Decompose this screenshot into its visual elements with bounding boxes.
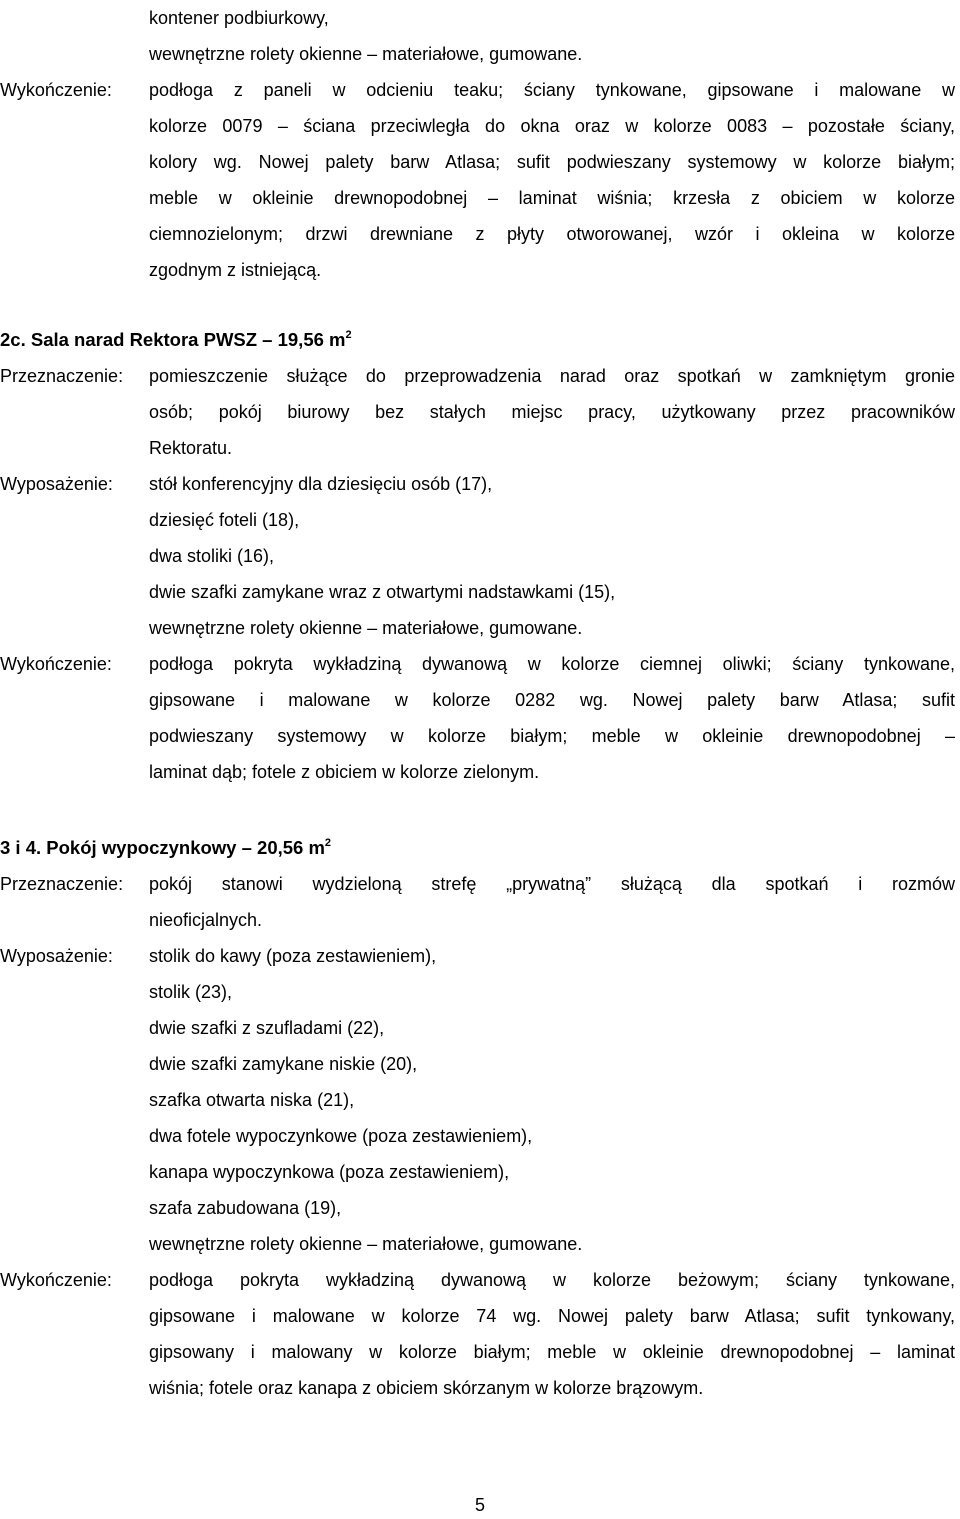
finish-line: zgodnym z istniejącą. — [149, 260, 322, 280]
finish-line: podłoga pokryta wykładziną dywanową w kolorze beżowym; ściany tynkowane, — [149, 1270, 955, 1290]
section-heading-superscript: 2 — [345, 328, 352, 341]
section-2c — [0, 322, 956, 790]
finish-line: ciemnozielonym; drzwi drewniane z płyty otworowanej, wzór i okleina w kolorze — [149, 224, 955, 244]
finish-line: gipsowany i malowany w kolorze białym; meble w okleinie drewnopodobnej – laminat — [149, 1342, 955, 1362]
equipment-item: szafa zabudowana (19), — [149, 1198, 342, 1218]
finish-row — [0, 1262, 956, 1406]
equipment-item: kontener podbiurkowy, — [149, 8, 329, 28]
purpose-line: pokój stanowi wydzieloną strefę „prywatną” służącą dla spotkań i rozmów — [149, 874, 955, 894]
section-heading — [0, 830, 956, 866]
equipment-item: szafka otwarta niska (21), — [149, 1090, 355, 1110]
purpose-line: nieoficjalnych. — [149, 910, 263, 930]
equipment-item: dziesięć foteli (18), — [149, 510, 300, 530]
equipment-item: wewnętrzne rolety okienne – materiałowe, gumowane. — [149, 1234, 583, 1254]
purpose-text — [149, 866, 955, 938]
finish-label: Wykończenie: — [0, 654, 112, 674]
equipment-item: dwie szafki zamykane wraz z otwartymi nadstawkami (15), — [149, 582, 616, 602]
section-heading-superscript: 2 — [324, 836, 332, 849]
equipment-item: wewnętrzne rolety okienne – materiałowe, gumowane. — [149, 44, 583, 64]
equipment-item: dwa fotele wypoczynkowe (poza zestawieniem), — [149, 1126, 533, 1146]
finish-row — [0, 72, 956, 288]
finish-line: kolory wg. Nowej palety barw Atlasa; sufit podwieszany systemowy w kolorze białym; — [149, 152, 955, 172]
equipment-list — [149, 466, 955, 646]
purpose-line: osób; pokój biurowy bez stałych miejsc pracy, użytkowany przez pracowników — [149, 402, 955, 422]
equipment-item: dwa stoliki (16), — [149, 546, 275, 566]
finish-line: gipsowane i malowane w kolorze 0282 wg. Nowej palety barw Atlasa; sufit — [149, 690, 955, 710]
finish-label: Wykończenie: — [0, 80, 112, 100]
equipment-row — [0, 938, 956, 1262]
finish-label: Wykończenie: — [0, 1270, 112, 1290]
purpose-row — [0, 358, 956, 466]
equipment-row — [0, 466, 956, 646]
finish-line: gipsowane i malowane w kolorze 74 wg. Nowej palety barw Atlasa; sufit tynkowany, — [149, 1306, 955, 1326]
section-3-4 — [0, 830, 956, 1406]
section-heading — [0, 322, 956, 358]
finish-line: laminat dąb; fotele z obiciem w kolorze zielonym. — [149, 762, 540, 782]
finish-text — [149, 646, 955, 790]
purpose-line: pomieszczenie służące do przeprowadzenia narad oraz spotkań w zamkniętym gronie — [149, 366, 955, 386]
finish-line: podłoga z paneli w odcieniu teaku; ściany tynkowane, gipsowane i malowane w — [149, 80, 955, 100]
equipment-item: dwie szafki z szufladami (22), — [149, 1018, 385, 1038]
equipment-list — [149, 938, 955, 1262]
purpose-line: Rektoratu. — [149, 438, 233, 458]
section-heading-text: 3 i 4. Pokój wypoczynkowy – 20,56 m — [0, 837, 325, 858]
finish-line: podłoga pokryta wykładziną dywanową w kolorze ciemnej oliwki; ściany tynkowane, — [149, 654, 955, 674]
equipment-item: stół konferencyjny dla dziesięciu osób (17), — [149, 474, 493, 494]
purpose-label: Przeznaczenie: — [0, 874, 124, 894]
equipment-item: wewnętrzne rolety okienne – materiałowe, gumowane. — [149, 618, 583, 638]
finish-line: wiśnia; fotele oraz kanapa z obiciem skórzanym w kolorze brązowym. — [149, 1378, 704, 1398]
finish-line: meble w okleinie drewnopodobnej – laminat wiśnia; krzesła z obiciem w kolorze — [149, 188, 955, 208]
section-continued — [0, 0, 956, 288]
finish-line: kolorze 0079 – ściana przeciwległa do okna oraz w kolorze 0083 – pozostałe ściany, — [149, 116, 955, 136]
finish-line: podwieszany systemowy w kolorze białym; meble w okleinie drewnopodobnej – — [149, 726, 955, 746]
finish-text — [149, 1262, 955, 1406]
equipment-item: dwie szafki zamykane niskie (20), — [149, 1054, 418, 1074]
equipment-item: stolik (23), — [149, 982, 233, 1002]
finish-row — [0, 646, 956, 790]
purpose-row — [0, 866, 956, 938]
purpose-text — [149, 358, 955, 466]
page-number: 5 — [474, 1495, 485, 1515]
equipment-item: stolik do kawy (poza zestawieniem), — [149, 946, 437, 966]
finish-text — [149, 72, 955, 288]
equipment-label: Wyposażenie: — [0, 946, 113, 966]
section-heading-text: 2c. Sala narad Rektora PWSZ – 19,56 m — [0, 329, 346, 350]
equipment-item: kanapa wypoczynkowa (poza zestawieniem), — [149, 1162, 510, 1182]
purpose-label: Przeznaczenie: — [0, 366, 124, 386]
equipment-list-tail — [0, 0, 956, 72]
equipment-label: Wyposażenie: — [0, 474, 113, 494]
